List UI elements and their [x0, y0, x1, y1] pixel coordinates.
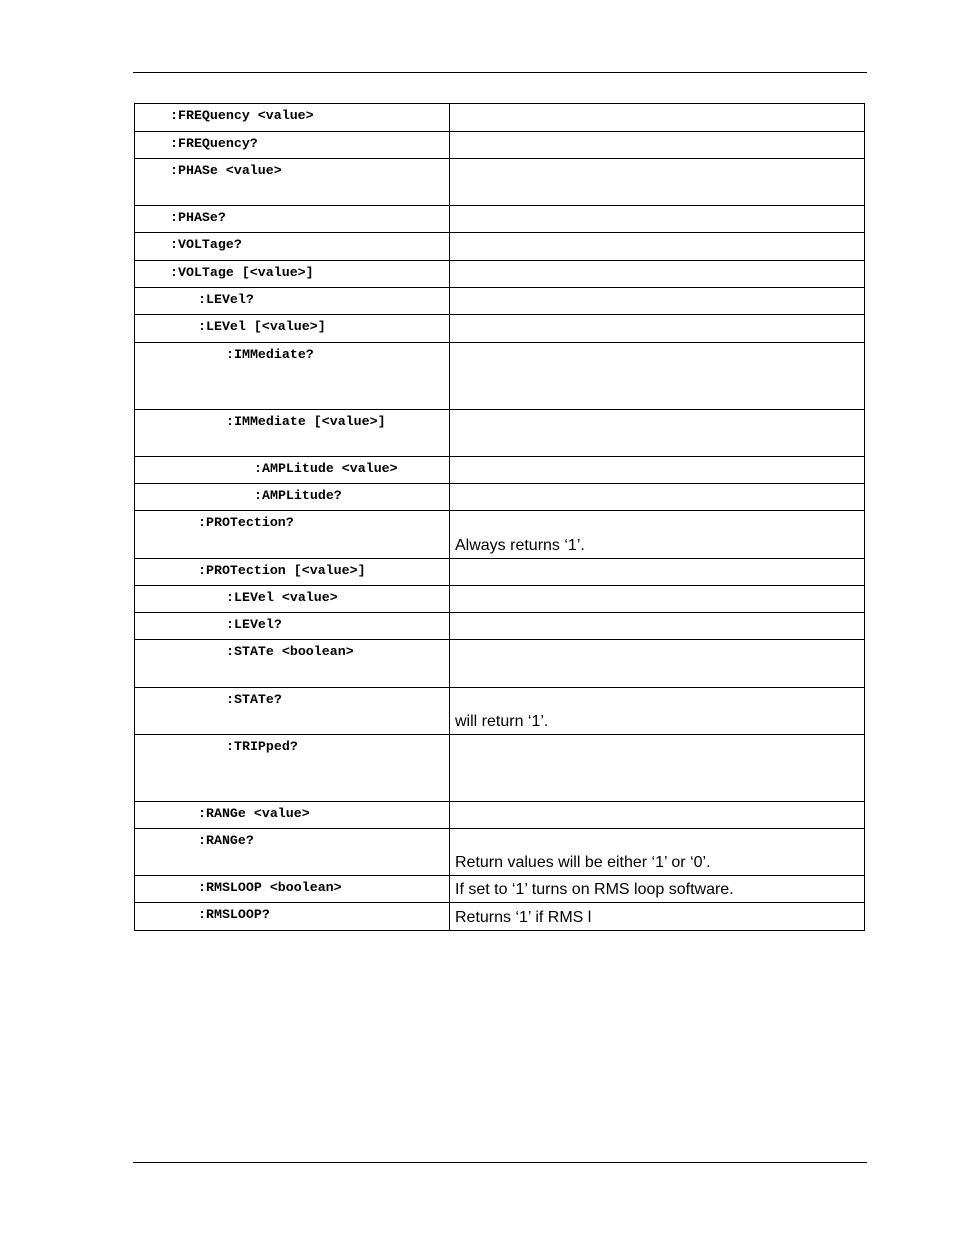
command-text: :STATe? [226, 692, 282, 707]
command-text: :PROTection [<value>] [198, 563, 366, 578]
command-text: :VOLTage? [170, 237, 242, 252]
table-row [135, 876, 865, 903]
table-row [135, 829, 865, 876]
command-cell [135, 511, 450, 559]
command-text: :STATe <boolean> [226, 644, 354, 659]
command-cell [135, 829, 450, 876]
description-cell [450, 343, 865, 410]
description-cell [450, 876, 865, 903]
command-text: :LEVel <value> [226, 590, 338, 605]
command-text: :LEVel? [198, 292, 254, 307]
command-text: :AMPLitude <value> [254, 461, 398, 476]
description-cell [450, 802, 865, 829]
table-row [135, 640, 865, 688]
command-cell [135, 410, 450, 457]
command-cell [135, 613, 450, 640]
command-text: :RMSLOOP? [198, 907, 270, 922]
command-cell [135, 735, 450, 802]
command-cell [135, 640, 450, 688]
description-text: will return ‘1’. [455, 713, 549, 730]
description-cell [450, 903, 865, 931]
description-text: If set to ‘1’ turns on RMS loop software. [455, 881, 734, 898]
description-cell [450, 410, 865, 457]
command-cell [135, 104, 450, 132]
command-text: :RANGe <value> [198, 806, 310, 821]
command-cell [135, 233, 450, 261]
description-cell [450, 104, 865, 132]
command-text: :TRIPped? [226, 739, 298, 754]
command-text: :FREQuency? [170, 136, 258, 151]
description-cell [450, 613, 865, 640]
header-rule [133, 72, 867, 73]
table-row [135, 613, 865, 640]
table-row [135, 233, 865, 261]
description-cell [450, 559, 865, 586]
table-row [135, 315, 865, 343]
description-cell [450, 206, 865, 233]
command-text: :RANGe? [198, 833, 254, 848]
description-cell [450, 640, 865, 688]
description-cell [450, 159, 865, 206]
table-row [135, 410, 865, 457]
description-cell [450, 233, 865, 261]
table-row [135, 457, 865, 484]
description-cell [450, 484, 865, 511]
table-row [135, 903, 865, 931]
command-cell [135, 206, 450, 233]
command-cell [135, 288, 450, 315]
command-text: :PROTection? [198, 515, 294, 530]
command-text: :AMPLitude? [254, 488, 342, 503]
table-row [135, 343, 865, 410]
command-cell [135, 903, 450, 931]
table-row [135, 484, 865, 511]
command-text: :PHASe? [170, 210, 226, 225]
command-text: :PHASe <value> [170, 163, 282, 178]
description-text: Return values will be either ‘1’ or ‘0’. [455, 854, 711, 871]
command-text: :IMMediate? [226, 347, 314, 362]
command-cell [135, 343, 450, 410]
description-text: Returns ‘1’ if RMS l [455, 909, 592, 926]
command-cell [135, 315, 450, 343]
table-row [135, 586, 865, 613]
table-row [135, 132, 865, 159]
description-cell [450, 132, 865, 159]
description-cell [450, 829, 865, 876]
description-cell [450, 288, 865, 315]
command-text: :FREQuency <value> [170, 108, 314, 123]
description-cell [450, 315, 865, 343]
table-row [135, 802, 865, 829]
table-row [135, 288, 865, 315]
command-text: :VOLTage [<value>] [170, 265, 314, 280]
command-text: :RMSLOOP <boolean> [198, 880, 342, 895]
command-cell [135, 876, 450, 903]
command-text: :LEVel [<value>] [198, 319, 326, 334]
description-cell [450, 457, 865, 484]
description-text: Always returns ‘1’. [455, 537, 585, 554]
table-row [135, 511, 865, 559]
table-row [135, 688, 865, 735]
command-cell [135, 586, 450, 613]
command-text: :LEVel? [226, 617, 282, 632]
table-row [135, 206, 865, 233]
description-cell [450, 586, 865, 613]
table-row [135, 104, 865, 132]
command-cell [135, 688, 450, 735]
command-cell [135, 484, 450, 511]
command-table [134, 103, 865, 931]
command-cell [135, 159, 450, 206]
description-cell [450, 688, 865, 735]
table-row [135, 735, 865, 802]
table-row [135, 559, 865, 586]
command-cell [135, 457, 450, 484]
command-cell [135, 261, 450, 288]
command-cell [135, 132, 450, 159]
description-cell [450, 261, 865, 288]
description-cell [450, 735, 865, 802]
table-row [135, 261, 865, 288]
command-text: :IMMediate [<value>] [226, 414, 386, 429]
footer-rule [133, 1162, 867, 1163]
command-cell [135, 559, 450, 586]
table-row [135, 159, 865, 206]
description-cell [450, 511, 865, 559]
command-cell [135, 802, 450, 829]
